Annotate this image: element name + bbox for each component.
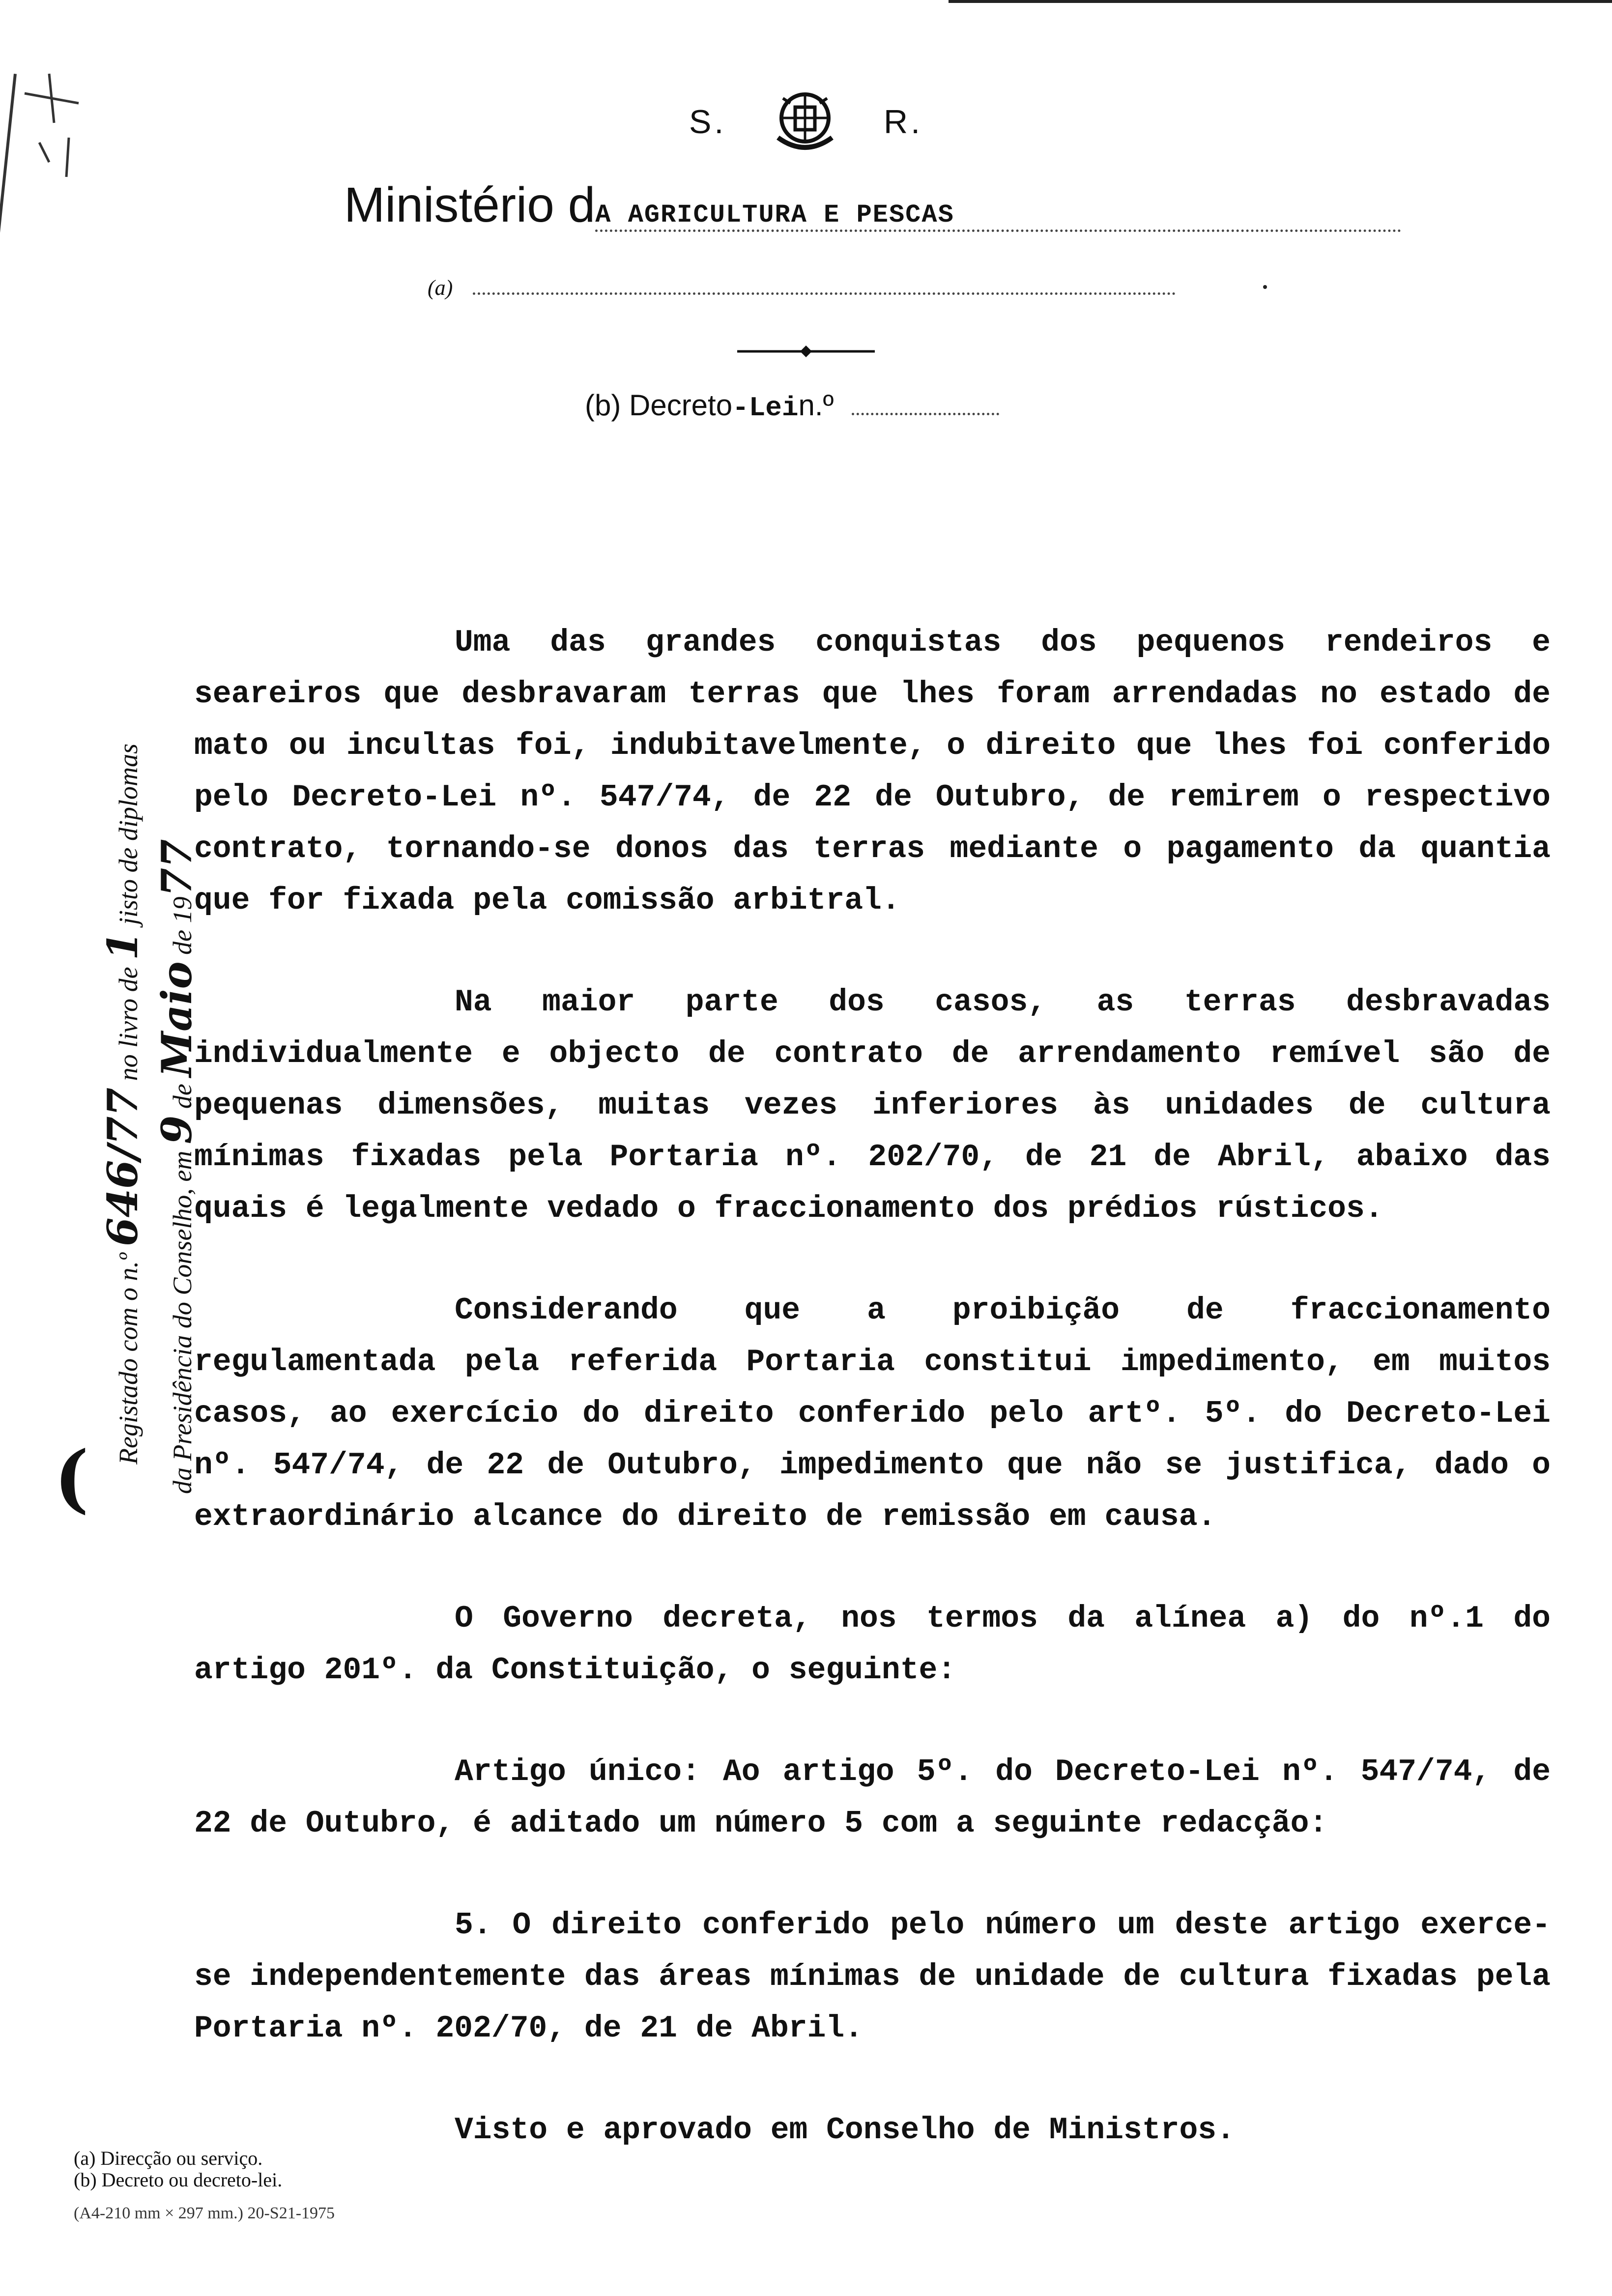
registration-year-handwritten: 77 bbox=[152, 839, 201, 897]
coat-of-arms-icon bbox=[768, 84, 842, 165]
registration-day-handwritten: 9 bbox=[152, 1115, 201, 1145]
header-sr bbox=[0, 84, 1612, 165]
decree-body bbox=[194, 617, 1551, 2206]
decree-line bbox=[585, 388, 999, 424]
ministry-name: A AGRICULTURA E PESCAS bbox=[595, 201, 1401, 232]
paragraph-article-number-5: 5. O direito conferido pelo número um deste artigo exerce-se independentemente das áreas mínimas de unidade de cultura fixadas pela Portaria nº. 202/70, de 21 de Abril. bbox=[194, 1908, 1551, 2046]
ministry-title bbox=[344, 177, 1401, 233]
stray-dot bbox=[1263, 285, 1267, 289]
registration-number-handwritten: 646/77 bbox=[98, 1087, 147, 1246]
paragraph-preamble-2: Na maior parte dos casos, as terras desbravadas individualmente e objecto de contrato de arrendamento remível são de pequenas dimensões, muitas vezes inferiores às unidades de cultura mínimas fixadas pela Portaria nº. 202/70, de 21 de Abril, abaixo das quais é legalmente vedado o fraccionamento dos prédios rústicos. bbox=[194, 985, 1551, 1226]
registration-de: de bbox=[168, 1084, 197, 1109]
print-code: (A4-210 mm × 297 mm.) 20-S21-1975 bbox=[74, 2204, 335, 2222]
service-line bbox=[428, 275, 1176, 300]
letter-s: S. bbox=[689, 103, 727, 141]
registration-office: da Presidência do Conselho, em bbox=[168, 1150, 197, 1494]
registration-month-handwritten: Maio bbox=[152, 961, 201, 1077]
service-label: (a) bbox=[428, 276, 453, 300]
header-divider bbox=[737, 344, 875, 359]
registration-book-label: no livro de bbox=[114, 967, 143, 1081]
footnote-b: (b) Decreto ou decreto-lei. bbox=[74, 2169, 283, 2191]
registration-note-line1 bbox=[98, 482, 147, 1464]
margin-bracket: ( bbox=[54, 1435, 89, 1521]
paragraph-article: Artigo único: Ao artigo 5º. do Decreto-Lei nº. 547/74, de 22 de Outubro, é aditado um número 5 com a seguinte redacção: bbox=[194, 1754, 1551, 1841]
registration-book-type: jisto de diplomas bbox=[114, 743, 143, 925]
footnote-a: (a) Direcção ou serviço. bbox=[74, 2147, 263, 2169]
decree-number-blank bbox=[852, 413, 999, 415]
registration-year-label: de 19 bbox=[168, 896, 197, 955]
paragraph-preamble-3: Considerando que a proibição de fraccionamento regulamentada pela referida Portaria constitui impedimento, em muitos casos, ao exercício do direito conferido pelo artº. 5º. do Decreto-Lei nº. 547/74, de 22 de Outubro, impedimento que não se justifica, dado o extraordinário alcance do direito de remissão em causa. bbox=[194, 1293, 1551, 1534]
paragraph-approval: Visto e aprovado em Conselho de Ministros. bbox=[455, 2113, 1235, 2148]
decree-number-label: n.º bbox=[798, 389, 834, 422]
footnotes bbox=[74, 2148, 282, 2191]
service-blank bbox=[473, 292, 1176, 295]
ministry-prefix: Ministério d bbox=[344, 177, 596, 232]
paragraph-enactment: O Governo decreta, nos termos da alínea a) do nº.1 do artigo 201º. da Constituição, o seguinte: bbox=[194, 1601, 1551, 1688]
book-number-handwritten: 1 bbox=[98, 931, 147, 960]
registration-label: Registado com o n.º bbox=[114, 1253, 143, 1464]
letter-r: R. bbox=[884, 103, 923, 141]
decree-type: -Lei bbox=[732, 392, 799, 424]
decree-label: (b) Decreto bbox=[585, 389, 733, 422]
top-edge-rule bbox=[949, 0, 1612, 3]
paragraph-preamble-1: Uma das grandes conquistas dos pequenos rendeiros e seareiros que desbravaram terras que lhes foram arrendadas no estado de mato ou incultas foi, indubitavelmente, o direito que lhes foi conferido pelo Decreto-Lei nº. 547/74, de 22 de Outubro, de remirem o respectivo contrato, tornando-se donos das terras mediante o pagamento da quantia que for fixada pela comissão arbitral. bbox=[194, 625, 1551, 918]
